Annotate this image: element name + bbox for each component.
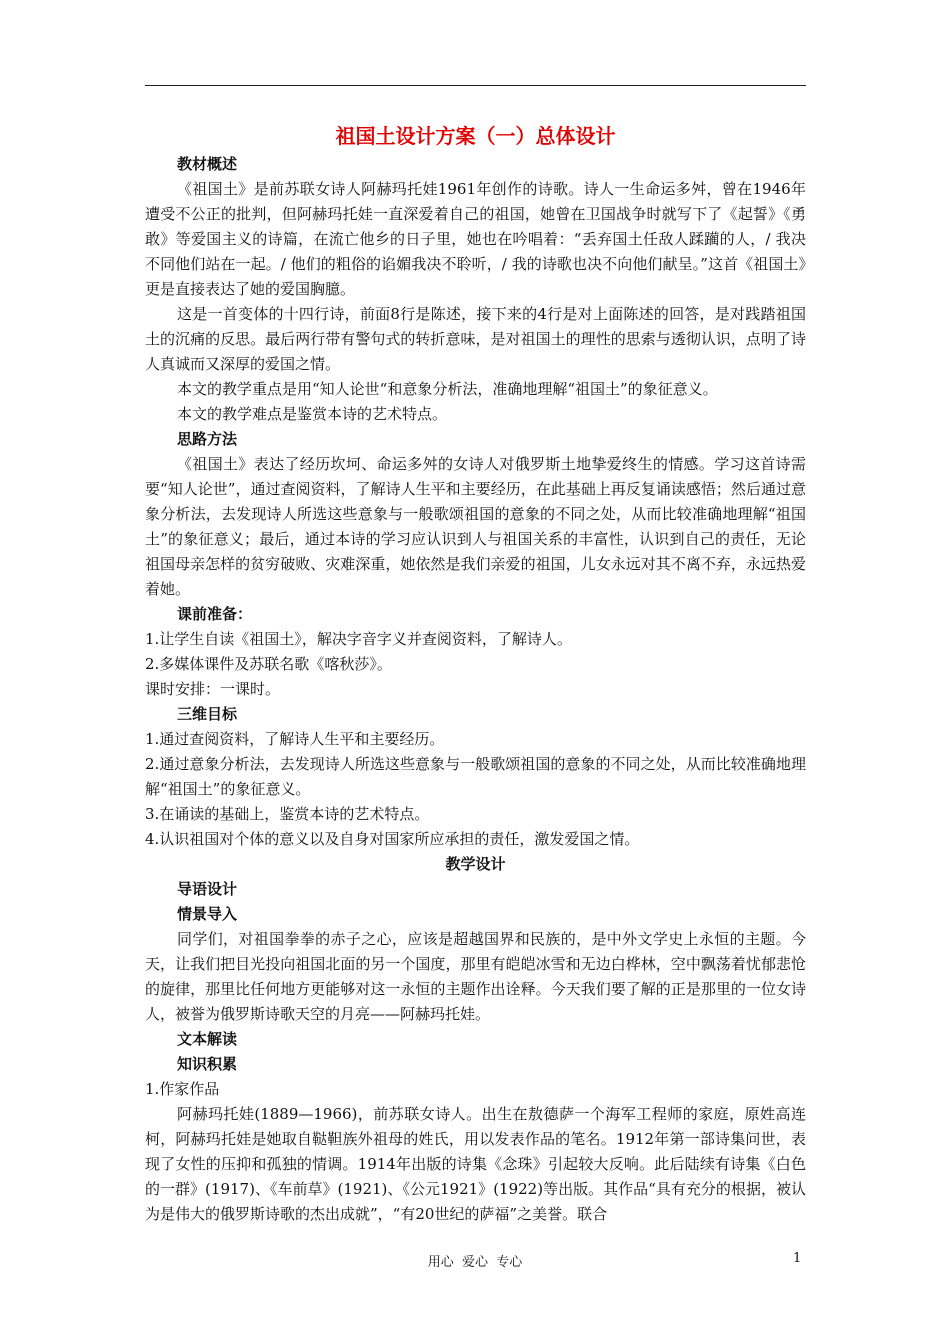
- paragraph: 阿赫玛托娃(1889—1966)，前苏联女诗人。出生在敖德萨一个海军工程师的家庭，原姓高连柯，阿赫玛托娃是她取自鞑靼族外祖母的姓氏，用以发表作品的笔名。1912年第一部诗集问世，表现了女性的压抑和孤独的情调。1914年出版的诗集《念珠》引起较大反响。此后陆续有诗集《白色的一群》(1917)、《车前草》(1921)、《公元1921》(1922)等出版。其作品“具有充分的根据，被认为是伟大的俄罗斯诗歌的杰出成就”，“有20世纪的萨福”之美誉。联合: [145, 1105, 806, 1223]
- heading-objectives: 三维目标: [177, 705, 238, 723]
- heading-intro-design: 导语设计: [177, 880, 238, 898]
- paragraph: 《祖国土》表达了经历坎坷、命运多舛的女诗人对俄罗斯土地挚爱终生的情感。学习这首诗需要“知人论世”，通过查阅资料，了解诗人生平和主要经历，在此基础上再反复诵读感悟；然后通过意象分析法，去发现诗人所选这些意象与一般歌颂祖国的意象的不同之处，从而比较准确地理解“祖国土”的象征意义；最后，通过本诗的学习应认识到人与祖国关系的丰富性，认识到自己的责任，无论祖国母亲怎样的贫穷破败、灾难深重，她依然是我们亲爱的祖国，儿女永远对其不离不弃，永远热爱着她。: [145, 455, 806, 598]
- heading-preparation: 课前准备：: [177, 605, 253, 623]
- heading-approach: 思路方法: [177, 430, 238, 448]
- list-item: 2.通过意象分析法，去发现诗人所选这些意象与一般歌颂祖国的意象的不同之处，从而比较准确地理解“祖国土”的象征意义。: [145, 755, 806, 798]
- list-item: 1.让学生自读《祖国土》，解决字音字义并查阅资料，了解诗人。: [145, 630, 572, 648]
- list-item: 1.作家作品: [145, 1080, 220, 1098]
- document-title: 祖国土设计方案（一）总体设计: [335, 124, 616, 148]
- list-item: 1.通过查阅资料，了解诗人生平和主要经历。: [145, 730, 445, 748]
- heading-textbook-overview: 教材概述: [177, 155, 238, 173]
- heading-knowledge: 知识积累: [177, 1055, 238, 1073]
- heading-text-reading: 文本解读: [177, 1030, 238, 1048]
- list-item: 4.认识祖国对个体的意义以及自身对国家所应承担的责任，激发爱国之情。: [145, 830, 640, 848]
- list-item: 课时安排：一课时。: [145, 680, 281, 698]
- document-body: [145, 122, 806, 1227]
- heading-teaching-design: 教学设计: [445, 855, 506, 873]
- paragraph: 这是一首变体的十四行诗，前面8行是陈述，接下来的4行是对上面陈述的回答，是对践踏祖国土的沉痛的反思。最后两行带有警句式的转折意味，是对祖国土的理性的思索与透彻认识，点明了诗人真诚而又深厚的爱国之情。: [145, 305, 806, 373]
- paragraph: 本文的教学重点是用“知人论世“和意象分析法，准确地理解“祖国土”的象征意义。: [177, 380, 718, 398]
- page-number: 1: [793, 1251, 802, 1266]
- page-footer: [0, 1251, 950, 1271]
- heading-scene-intro: 情景导入: [177, 905, 238, 923]
- header-rule: [145, 85, 806, 86]
- paragraph: 同学们，对祖国拳拳的赤子之心，应该是超越国界和民族的，是中外文学史上永恒的主题。今天，让我们把目光投向祖国北面的另一个国度，那里有皑皑冰雪和无边白桦林，空中飘荡着忧郁悲怆的旋律，那里比任何地方更能够对这一永恒的主题作出诠释。今天我们要了解的正是那里的一位女诗人，被誉为俄罗斯诗歌天空的月亮——阿赫玛托娃。: [145, 930, 806, 1023]
- paragraph: 本文的教学难点是鉴赏本诗的艺术特点。: [177, 405, 448, 423]
- list-item: 2.多媒体课件及苏联名歌《喀秋莎》。: [145, 655, 392, 673]
- list-item: 3.在诵读的基础上，鉴赏本诗的艺术特点。: [145, 805, 430, 823]
- footer-motto: 用心 爱心 专心: [427, 1255, 523, 1270]
- paragraph: 《祖国土》是前苏联女诗人阿赫玛托娃1961年创作的诗歌。诗人一生命运多舛，曾在1946年遭受不公正的批判，但阿赫玛托娃一直深爱着自己的祖国，她曾在卫国战争时就写下了《起誓》《勇敢》等爱国主义的诗篇，在流亡他乡的日子里，她也在吟唱着：“丢弃国土任敌人蹂躏的人，/ 我决不同他们站在一起。/ 他们的粗俗的谄媚我决不聆听，/ 我的诗歌也决不向他们献呈。”这首《祖国土》更是直接表达了她的爱国胸臆。: [145, 180, 806, 298]
